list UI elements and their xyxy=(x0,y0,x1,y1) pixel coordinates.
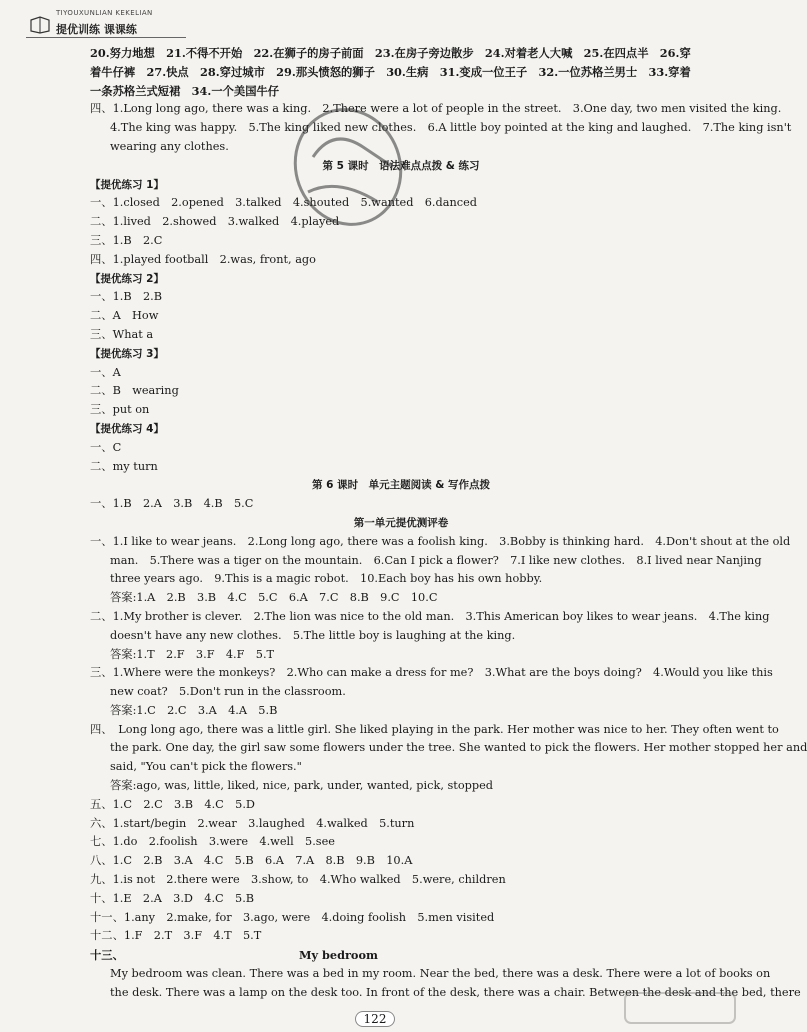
answer-line: the desk. There was a lamp on the desk too. In front of the desk, there was a chair. Between the desk and the bed, there xyxy=(110,985,801,999)
answer-line: doesn't have any new clothes. 5.The little boy is laughing at the king. xyxy=(110,628,516,642)
answer-line: said, "You can't pick the flowers." xyxy=(110,760,302,774)
answer-line: the park. One day, the girl saw some flowers under the tree. She wanted to pick the flowers. Her mother stopped her and xyxy=(110,741,807,755)
answer-line: 【提优练习 2】 xyxy=(90,272,164,285)
header-pinyin: TIYOUXUNLIAN KEKELIAN xyxy=(56,9,153,17)
answer-line: 四、1.played football 2.was, front, ago xyxy=(90,252,316,266)
answer-line: 八、1.C 2.B 3.A 4.C 5.B 6.A 7.A 8.B 9.B 10.A xyxy=(90,854,413,868)
answer-line: 【提优练习 3】 xyxy=(90,347,164,360)
answer-line: 【提优练习 1】 xyxy=(90,178,164,191)
answer-line: 一、1.B 2.B xyxy=(90,290,163,304)
answer-line: 二、B wearing xyxy=(90,384,179,398)
answer-line: 三、What a xyxy=(90,327,154,341)
answer-line: 三、1.B 2.C xyxy=(90,233,163,247)
answer-line: 一、1.B 2.A 3.B 4.B 5.C xyxy=(90,497,254,511)
answer-line: My bedroom was clean. There was a bed in my room. Near the bed, there was a desk. There were a lot of books on xyxy=(110,967,771,981)
book-logo-icon xyxy=(30,16,50,34)
answer-line: 一、1.I like to wear jeans. 2.Long long ago, there was a foolish king. 3.Bobby is thinking hard. 4.Don't shout at the old xyxy=(90,534,791,548)
answer-line: man. 5.There was a tiger on the mountain. 6.Can I pick a flower? 7.I like new clothes. 8.I lived near Nanjing xyxy=(110,553,762,567)
answer-line: 第一单元提优测评卷 xyxy=(353,516,449,529)
answer-line: 一条苏格兰式短裙 34.一个美国牛仔 xyxy=(90,83,280,98)
answer-line: 【提优练习 4】 xyxy=(90,422,164,435)
page-number xyxy=(0,1012,750,1026)
answer-line: 十一、1.any 2.make, for 3.ago, were 4.doing foolish 5.men visited xyxy=(90,910,495,924)
answer-line: 一、C xyxy=(90,440,122,454)
header-title: 提优训练 课课练 xyxy=(56,23,137,36)
answer-line: 20.努力地想 21.不得不开始 22.在狮子的房子前面 23.在房子旁边散步 24.对着老人大喊 25.在四点半 26.穿 xyxy=(90,46,691,60)
answer-line: 九、1.is not 2.there were 3.show, to 4.Who walked 5.were, children xyxy=(90,873,506,887)
answer-line: 三、1.Where were the monkeys? 2.Who can make a dress for me? 3.What are the boys doing? 4.Would you like this xyxy=(90,666,773,680)
answer-line: 答案:1.T 2.F 3.F 4.F 5.T xyxy=(110,647,275,661)
answer-line: 三、put on xyxy=(90,403,150,417)
answer-line: 答案:1.C 2.C 3.A 4.A 5.B xyxy=(110,703,278,717)
answer-line: 二、A How xyxy=(90,309,159,323)
answer-line: 4.The king was happy. 5.The king liked new clothes. 6.A little boy pointed at the king and laughed. 7.The king isn't xyxy=(110,121,792,135)
answer-line: 五、1.C 2.C 3.B 4.C 5.D xyxy=(90,797,255,811)
answer-line: 一、A xyxy=(90,365,121,379)
answer-line: 一、1.closed 2.opened 3.talked 4.shouted 5.wanted 6.danced xyxy=(90,196,477,210)
page-number-text: 122 xyxy=(355,1011,396,1027)
answer-line: 答案:ago, was, little, liked, nice, park, under, wanted, pick, stopped xyxy=(110,779,494,793)
answer-line: three years ago. 9.This is a magic robot. 10.Each boy has his own hobby. xyxy=(110,572,543,586)
answer-line: 十二、1.F 2.T 3.F 4.T 5.T xyxy=(90,929,262,943)
answer-line: 四、 Long long ago, there was a little girl. She liked playing in the park. Her mother was nice to her. They often went to xyxy=(90,722,779,736)
answer-line: 十、1.E 2.A 3.D 4.C 5.B xyxy=(90,891,255,905)
answer-line: 二、1.lived 2.showed 3.walked 4.played xyxy=(90,215,340,229)
answer-line: 答案:1.A 2.B 3.B 4.C 5.C 6.A 7.C 8.B 9.C 10.C xyxy=(110,591,438,605)
header-rule xyxy=(26,37,186,38)
answer-line: new coat? 5.Don't run in the classroom. xyxy=(110,685,346,699)
answer-line: wearing any clothes. xyxy=(110,139,229,153)
answer-line: 二、1.My brother is clever. 2.The lion was nice to the old man. 3.This American boy likes to wear jeans. 4.The king xyxy=(90,609,770,623)
answer-line: 六、1.start/begin 2.wear 3.laughed 4.walked 5.turn xyxy=(90,816,415,830)
answer-line: 第 6 课时 单元主题阅读 & 写作点拨 xyxy=(311,479,491,492)
answer-line: 十三、 My bedroom xyxy=(90,948,378,963)
page-header xyxy=(26,4,166,38)
answer-line: 第 5 课时 语法难点点拨 & 练习 xyxy=(322,159,480,172)
answer-line: 二、my turn xyxy=(90,459,158,473)
watermark-stamp-icon xyxy=(283,97,413,237)
answer-line: 七、1.do 2.foolish 3.were 4.well 5.see xyxy=(90,835,335,849)
answer-line: 着牛仔裤 27.快点 28.穿过城市 29.那头愤怒的狮子 30.生病 31.变成一位王子 32.一位苏格兰男士 33.穿着 xyxy=(90,64,691,79)
answer-line: 四、1.Long long ago, there was a king. 2.There were a lot of people in the street. 3.One day, two men visited the king. xyxy=(90,102,782,116)
